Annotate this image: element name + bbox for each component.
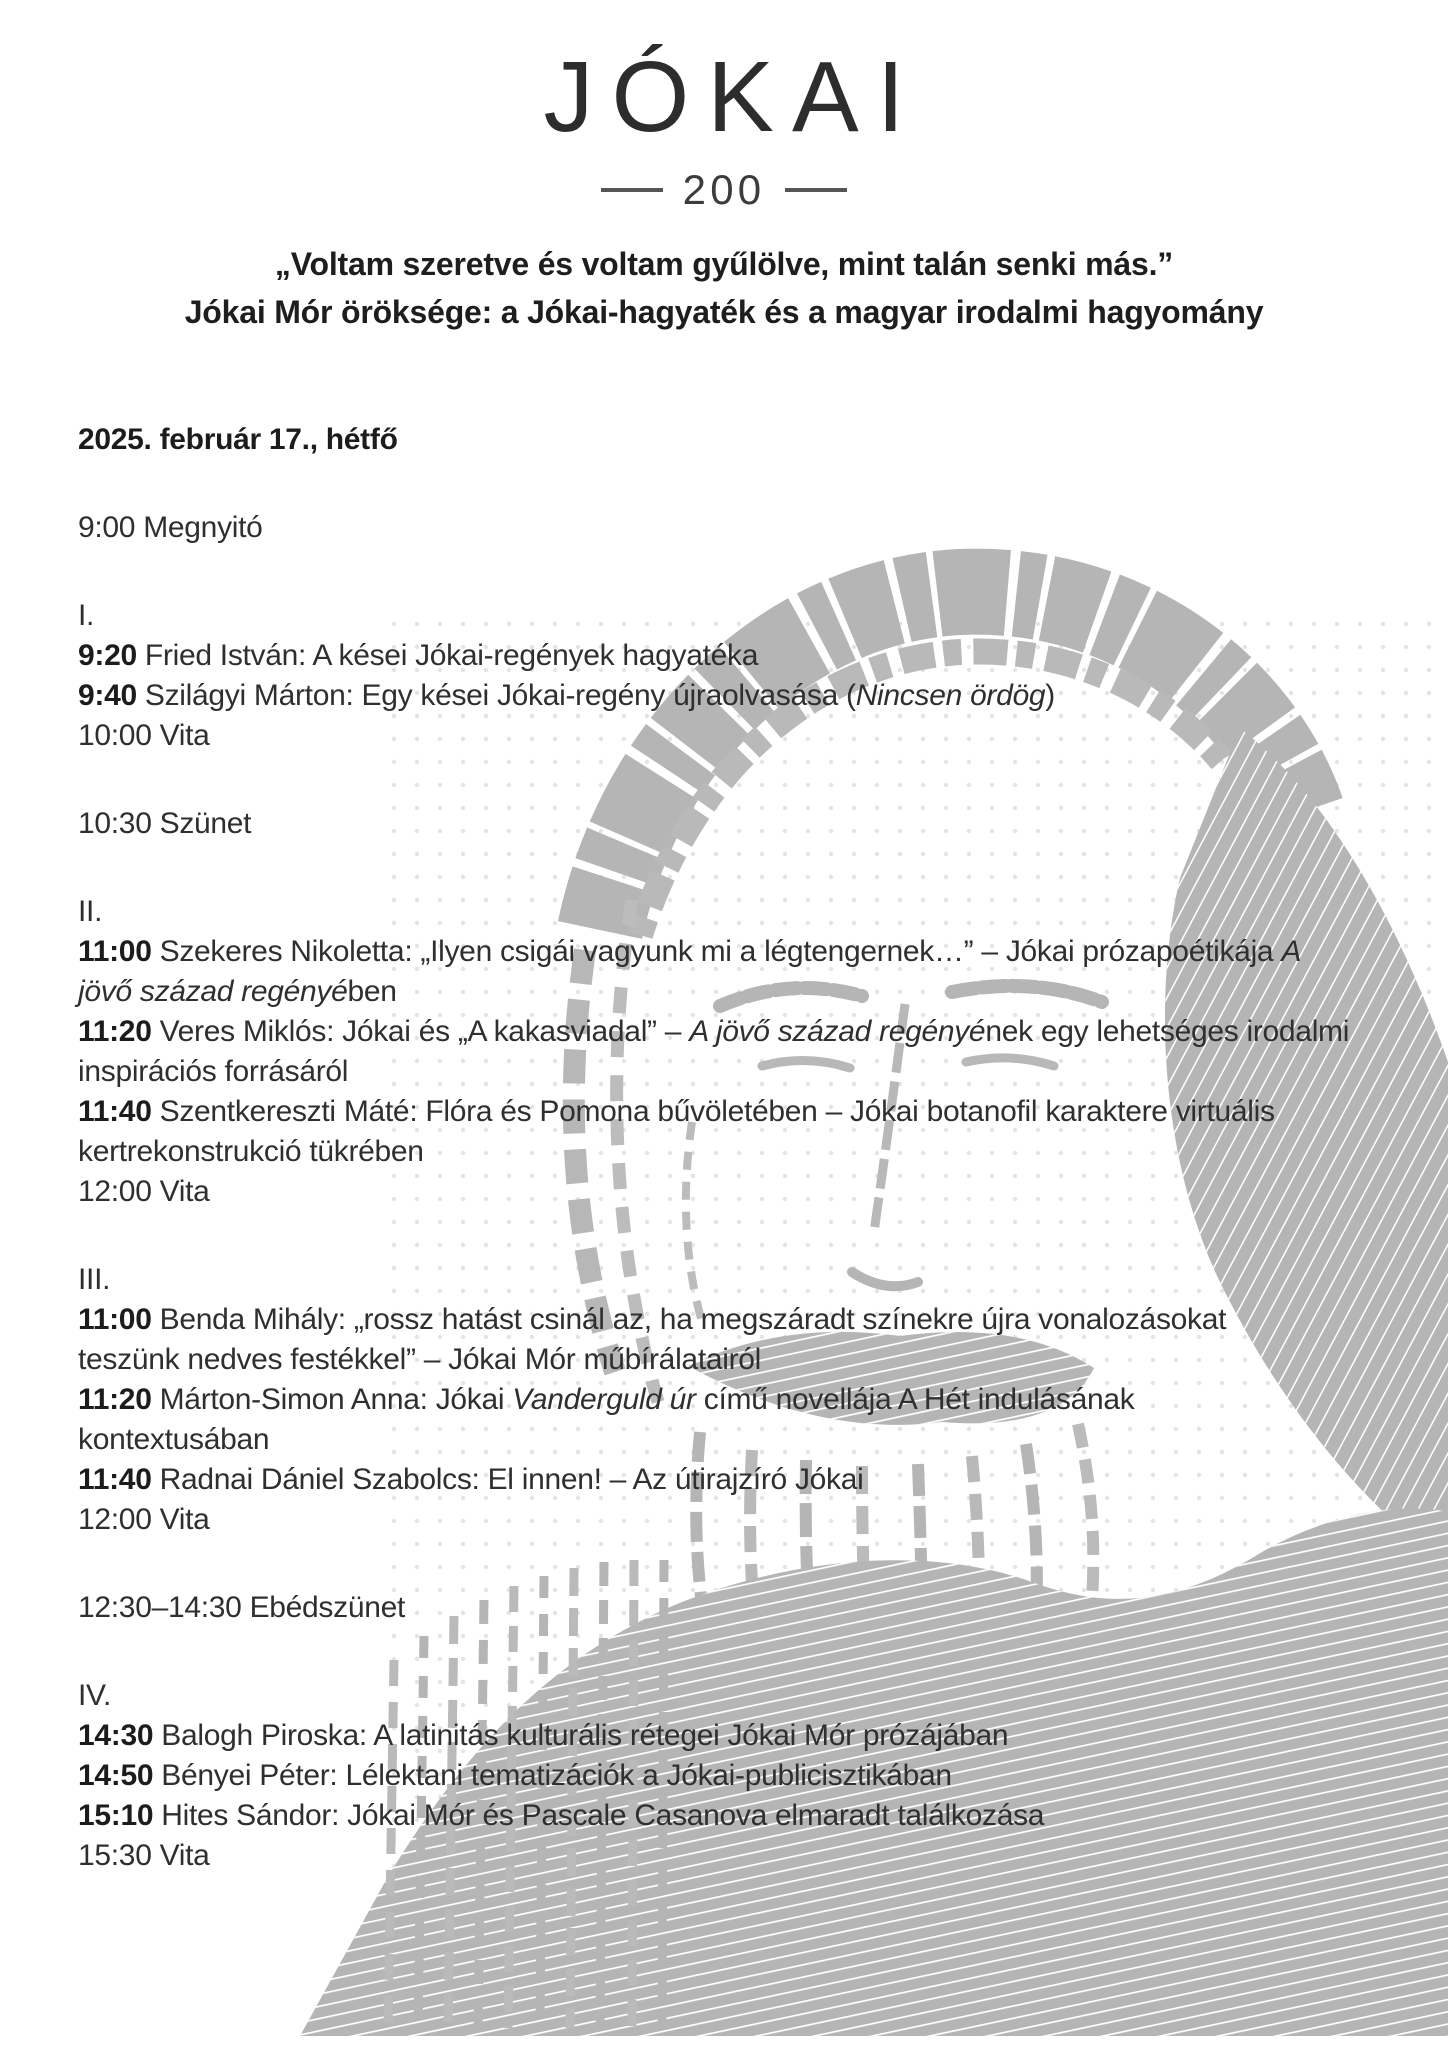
program-text-segment: inspirációs forrásáról [78,1055,349,1088]
program-text-segment: 11:00 [78,1303,152,1336]
logo-divider-right [785,188,847,192]
program-text-segment: 12:00 Vita [78,1175,210,1208]
program-text-segment: 11:00 [78,935,152,968]
program-text-segment: 15:10 [78,1799,154,1832]
title-quote: „Voltam szeretve és voltam gyűlölve, mint talán senki más.” [274,246,1174,282]
program-line [78,1716,1349,1756]
program-line [78,1300,1349,1340]
program-text-segment: 9:20 [78,639,137,672]
program-text-segment: IV. [78,1679,112,1712]
program-text-segment: teszünk nedves festékkel” – Jókai Mór műbírálatairól [78,1343,762,1376]
program-text-segment: 11:40 [78,1095,152,1128]
program-line [78,1172,1349,1212]
program-block [78,1676,1349,1876]
program-line [78,1092,1349,1132]
program-line [78,1420,1349,1460]
program-text-segment: Szekeres Nikoletta: „Ilyen csigái vagyunk mi a légtengernek…” – Jókai prózapoétikája [151,935,1282,968]
program-text-segment: A [1281,935,1302,968]
program-text-segment: 12:00 Vita [78,1503,210,1536]
program-line [78,1676,1349,1716]
logo-year-row [0,166,1448,214]
program-line [78,804,1349,844]
program-text-segment: Fried István: A kései Jókai-regények hagyatéka [136,639,759,672]
program-block [78,1588,1349,1628]
program-text-segment: 14:50 [78,1759,154,1792]
program-line [78,1836,1349,1876]
program-text-segment: kontextusában [78,1423,270,1456]
program-line [78,636,1349,676]
program [78,420,1349,1924]
program-text-segment: 9:40 [78,679,137,712]
program-line [78,1500,1349,1540]
program-text-segment: 10:00 Vita [78,719,210,752]
program-text-segment: Benda Mihály: „rossz hatást csinál az, ha megszáradt színekre újra vonalozásokat [151,1303,1227,1336]
program-line [78,932,1349,972]
program-text-segment: 10:30 Szünet [78,807,252,840]
program-text-segment: II. [78,895,103,928]
program-text-segment: ben [347,975,397,1008]
program-line [78,892,1349,932]
program-text-segment: III. [78,1263,111,1296]
logo-wordmark: JÓKAI [543,41,923,153]
program-text-segment: 12:30–14:30 Ebédszünet [78,1591,406,1624]
program-text-segment: jövő század regényé [78,975,348,1008]
program-line [78,1796,1349,1836]
program-text-segment: nek egy lehetséges irodalmi [985,1015,1350,1048]
program-text-segment: Márton-Simon Anna: Jókai [151,1383,513,1416]
program-text-segment: Szentkereszti Máté: Flóra és Pomona bűvöletében – Jókai botanofil karaktere virtuális [151,1095,1275,1128]
program-line [78,1340,1349,1380]
program-line [78,1756,1349,1796]
program-text-segment: 15:30 Vita [78,1839,210,1872]
title-subtitle: Jókai Mór öröksége: a Jókai-hagyaték és a magyar irodalmi hagyomány [184,294,1264,330]
program-line [78,596,1349,636]
program-text-segment: című novellája A Hét indulásának [695,1383,1135,1416]
program-line [78,508,1349,548]
program-line [78,1052,1349,1092]
program-text-segment: Nincsen ördög [855,679,1046,712]
program-text-segment: Veres Miklós: Jókai és „A kakasviadal” – [151,1015,690,1048]
program-text-segment: kertrekonstrukció tükrében [78,1135,424,1168]
program-text-segment: Szilágyi Márton: Egy kései Jókai-regény újraolvasása ( [136,679,856,712]
program-text-segment: 11:20 [78,1015,152,1048]
program-line [78,1260,1349,1300]
logo-year: 200 [682,166,766,213]
program-block [78,508,1349,548]
program-text-segment: Radnai Dániel Szabolcs: El innen! – Az útirajzíró Jókai [151,1463,864,1496]
program-block [78,892,1349,1212]
program-text-segment: ) [1045,679,1055,712]
conference-title [0,240,1448,336]
program-text-segment: Hites Sándor: Jókai Mór és Pascale Casanova elmaradt találkozása [153,1799,1045,1832]
program-text-segment: 14:30 [78,1719,154,1752]
program-text-segment: I. [78,599,95,632]
program-line [78,1132,1349,1172]
program-text-segment: Vanderguld úr [512,1383,696,1416]
logo [0,42,1448,214]
program-block [78,804,1349,844]
program-text-segment: Bényei Péter: Lélektani tematizációk a Jókai-publicisztikában [153,1759,952,1792]
program-text-segment: A jövő század regényé [689,1015,986,1048]
date-heading: 2025. február 17., hétfő [78,423,398,456]
program-text-segment: 9:00 Megnyitó [78,511,263,544]
program-line [78,716,1349,756]
program-line [78,1588,1349,1628]
program-line [78,972,1349,1012]
program-text-segment: 11:20 [78,1383,152,1416]
program-line [78,1380,1349,1420]
program-block [78,596,1349,756]
program-line [78,676,1349,716]
program-block [78,1260,1349,1540]
program-text-segment: 11:40 [78,1463,152,1496]
logo-divider-left [601,188,663,192]
program-line [78,1460,1349,1500]
program-line [78,1012,1349,1052]
program-text-segment: Balogh Piroska: A latinitás kulturális rétegei Jókai Mór prózájában [153,1719,1009,1752]
